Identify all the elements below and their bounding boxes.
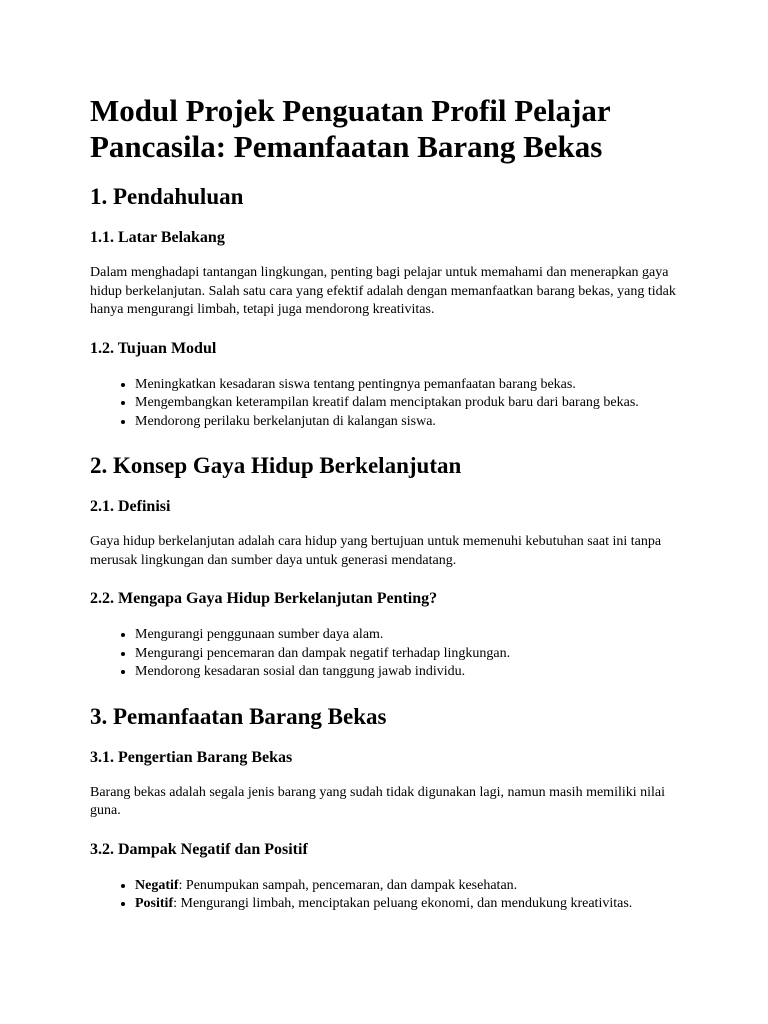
list-item	[135, 895, 678, 914]
list-item	[135, 877, 678, 896]
subsection-heading: 1.2. Tujuan Modul	[90, 339, 217, 357]
list-item-label: Positif	[135, 896, 174, 911]
paragraph: Dalam menghadapi tantangan lingkungan, penting bagi pelajar untuk memahami dan menerapkan gaya hidup berkelanjutan. Salah satu cara yang efektif adalah dengan memanfaatkan barang bekas, yang tidak hanya mengurangi limbah, tetapi juga mendorong kreativitas.	[90, 265, 676, 317]
section-heading: 2. Konsep Gaya Hidup Berkelanjutan	[90, 453, 462, 478]
list-item-label: Negatif	[135, 877, 179, 893]
subsection-heading: 3.1. Pengertian Barang Bekas	[90, 748, 293, 766]
bullet-list	[90, 626, 678, 682]
list-item: • Mendorong perilaku berkelanjutan di kalangan siswa.	[135, 413, 678, 432]
list-item: • Mengembangkan keterampilan kreatif dalam menciptakan produk baru dari barang bekas.	[135, 394, 678, 413]
paragraph: Barang bekas adalah segala jenis barang yang sudah tidak digunakan lagi, namun masih memiliki nilai guna.	[90, 784, 666, 818]
subsection-heading: 2.2. Mengapa Gaya Hidup Berkelanjutan Penting?	[90, 590, 438, 607]
section-heading: 3. Pemanfaatan Barang Bekas	[90, 703, 387, 729]
list-item-text: : Mengurangi limbah, menciptakan peluang ekonomi, dan mendukung kreativitas.	[173, 896, 633, 911]
list-item: • Mengurangi penggunaan sumber daya alam.	[135, 626, 678, 645]
section-heading: 1. Pendahuluan	[90, 184, 244, 209]
subsection-heading: 2.1. Definisi	[90, 498, 171, 515]
bullet-list	[90, 877, 678, 914]
list-item: • Mengurangi pencemaran dan dampak negatif terhadap lingkungan.	[135, 645, 678, 664]
document-title: Modul Projek Penguatan Profil Pelajar Pancasila: Pemanfaatan Barang Bekas	[90, 93, 611, 164]
list-item-text: : Penumpukan sampah, pencemaran, dan dampak kesehatan.	[178, 877, 518, 893]
bullet-list	[90, 376, 678, 432]
list-item: • Meningkatkan kesadaran siswa tentang pentingnya pemanfaatan barang bekas.	[135, 376, 678, 395]
subsection-heading: 3.2. Dampak Negatif dan Positif	[90, 840, 308, 858]
list-item: • Mendorong kesadaran sosial dan tanggung jawab individu.	[135, 663, 678, 682]
paragraph: Gaya hidup berkelanjutan adalah cara hidup yang bertujuan untuk memenuhi kebutuhan saat ini tanpa merusak lingkungan dan sumber daya untuk generasi mendatang.	[90, 534, 662, 568]
subsection-heading: 1.1. Latar Belakang	[90, 229, 225, 246]
